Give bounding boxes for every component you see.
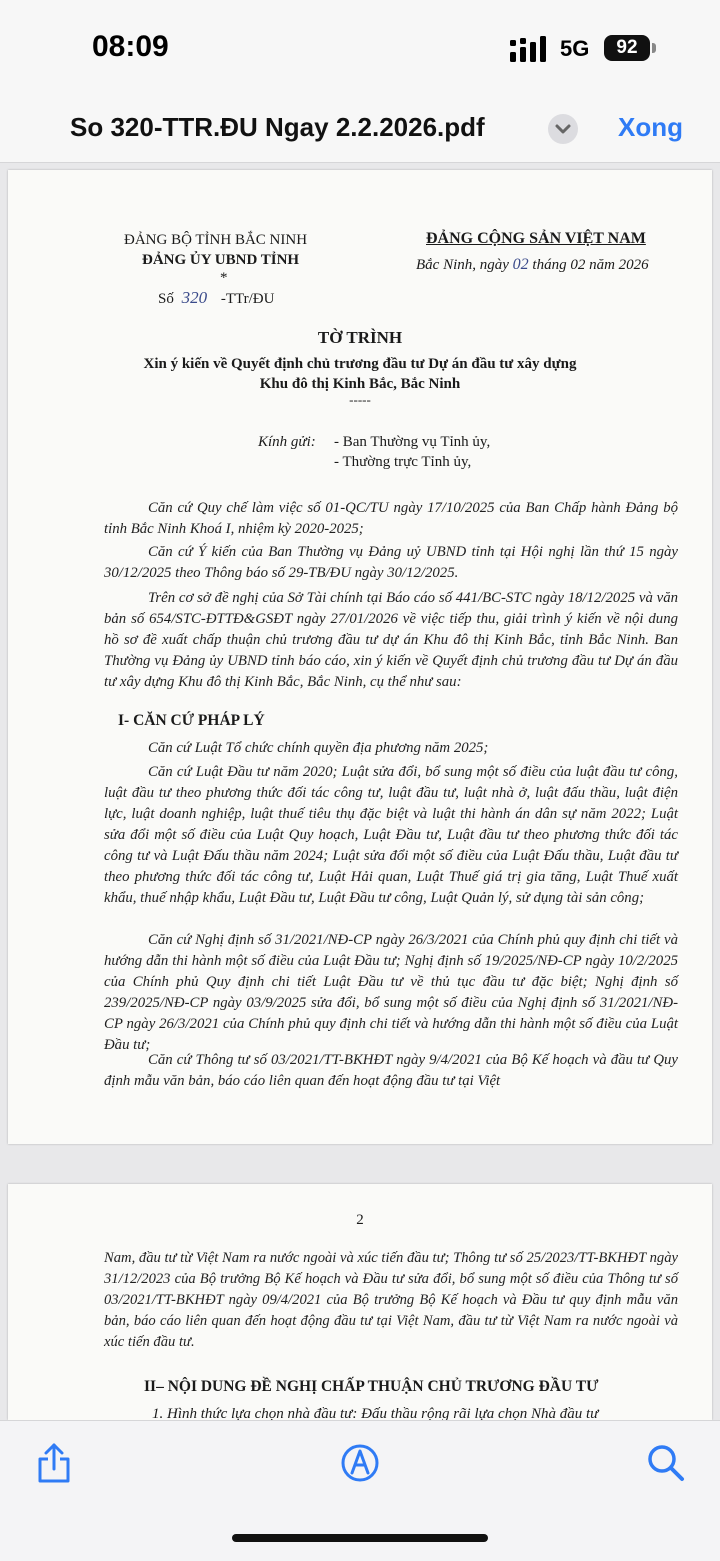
- subject-dashes: -----: [349, 392, 371, 407]
- pdf-page-2[interactable]: [8, 1184, 712, 1420]
- paragraph-2: Căn cứ Ý kiến của Ban Thường vụ Đảng uỷ UBND tỉnh tại Hội nghị lần thứ 15 ngày 30/12/2025 theo Thông báo số 29-TB/ĐU ngày 30/12/2025.: [104, 544, 678, 581]
- share-icon[interactable]: [34, 1441, 74, 1485]
- paragraph-6: Căn cứ Nghị định số 31/2021/NĐ-CP ngày 26/3/2021 của Chính phủ quy định chi tiết và hướng dẫn thi hành một số điều của Luật Đầu tư; Nghị định số 19/2025/NĐ-CP ngày 10/2/2025 của Chính phủ Quy định chi tiết Luật Đầu tư về thủ tục đầu tư đặc biệt; Nghị định số 239/2025/NĐ-CP ngày 03/9/2025 sửa đổi, bổ sung một số điều của Nghị định số 31/2021/NĐ-CP ngày 26/3/2021 của Chính phủ quy định chi tiết và hướng dẫn thi hành một số điều của Luật Đầu tư;: [104, 932, 678, 1053]
- status-bar: [0, 0, 720, 96]
- done-button[interactable]: Xong: [618, 112, 683, 142]
- battery-tip: [652, 43, 656, 53]
- paragraph-1: Căn cứ Quy chế làm việc số 01-QC/TU ngày 17/10/2025 của Ban Chấp hành Đảng bộ tỉnh Bắc Ninh Khoá I, nhiệm kỳ 2020-2025;: [104, 500, 678, 537]
- section-2-heading: II– NỘI DUNG ĐỀ NGHỊ CHẤP THUẬN CHỦ TRƯƠNG ĐẦU TƯ: [144, 1378, 599, 1395]
- doc-number-suffix: -TTr/ĐU: [220, 291, 275, 307]
- org-line-2: ĐẢNG ỦY UBND TỈNH: [142, 252, 300, 268]
- document-title[interactable]: So 320-TTR.ĐU Ngay 2.2.2026.pdf: [70, 112, 485, 142]
- search-icon[interactable]: [646, 1443, 686, 1483]
- chevron-down-icon: [548, 114, 578, 144]
- org-line-1: ĐẢNG BỘ TỈNH BẮC NINH: [124, 232, 308, 248]
- document-date: [416, 256, 649, 274]
- paragraph-3: Trên cơ sở đề nghị của Sở Tài chính tại Báo cáo số 441/BC-STC ngày 18/12/2025 và văn bản số 654/STC-ĐTTĐ&GSĐT ngày 27/01/2026 về việc tiếp thu, giải trình ý kiến về nội dung hồ sơ đề xuất chấp thuận chủ trương đầu tư dự án Khu đô thị Kinh Bắc, tỉnh Bắc Ninh. Ban Thường vụ Đảng ủy UBND tỉnh báo cáo, xin ý kiến về Quyết định chủ trương đầu tư Dự án đầu tư xây dựng Khu đô thị Kinh Bắc, Bắc Ninh, cụ thể như sau:: [104, 590, 678, 690]
- party-heading: ĐẢNG CỘNG SẢN VIỆT NAM: [426, 230, 646, 247]
- paragraph-5: Căn cứ Luật Đầu tư năm 2020; Luật sửa đổi, bổ sung một số điều của luật đầu tư công, luật đầu tư theo phương thức đối tác công tư, luật đầu tư, luật nhà ở, luật đấu thầu, luật điện lực, luật doanh nghiệp, luật thuế tiêu thụ đặc biệt và luật thi hành án dân sự năm 2022; Luật sửa đổi một số điều của Luật Quy hoạch, Luật Đầu tư, Luật đầu tư theo phương thức đối tác công tư và Luật Đấu thầu năm 2024; Luật sửa đổi một số điều của Luật Đấu thầu, Luật đầu tư theo phương thức đối tác công tư, Luật Hải quan, Luật Thuế giá trị gia tăng, Luật Thuế xuất khẩu, thuế nhập khẩu, Luật Đầu tư, Luật Đầu tư công, Luật Quản lý, sử dụng tài sản công;: [104, 764, 678, 906]
- page-number: 2: [356, 1212, 364, 1228]
- home-indicator[interactable]: [232, 1534, 488, 1542]
- cellular-signal-icon: [510, 36, 550, 62]
- recipient-label: Kính gửi:: [258, 434, 316, 450]
- date-prefix: Bắc Ninh, ngày: [416, 257, 509, 273]
- date-day-handwritten: 02: [512, 256, 529, 273]
- nav-bar: [0, 96, 720, 163]
- paragraph-4: Căn cứ Luật Tổ chức chính quyền địa phương năm 2025;: [148, 740, 489, 756]
- section-1-heading: I- CĂN CỨ PHÁP LÝ: [118, 712, 265, 729]
- doc-number-prefix: Số: [158, 291, 174, 307]
- subject-line-2: Khu đô thị Kinh Bắc, Bắc Ninh: [259, 376, 461, 392]
- doc-type: TỜ TRÌNH: [317, 328, 403, 347]
- recipient-1: - Ban Thường vụ Tỉnh ủy,: [334, 434, 491, 450]
- recipient-2: - Thường trực Tỉnh ủy,: [334, 454, 472, 470]
- title-menu-button[interactable]: [548, 114, 578, 144]
- page2-item-1: 1. Hình thức lựa chọn nhà đầu tư: Đấu thầu rộng rãi lựa chọn Nhà đầu tư: [152, 1406, 599, 1420]
- page2-paragraph-1: Nam, đầu tư từ Việt Nam ra nước ngoài và xúc tiến đầu tư; Thông tư số 25/2023/TT-BKHĐT ngày 31/12/2023 của Bộ trưởng Bộ Kế hoạch và Đầu tư sửa đổi, bổ sung một số điều của Thông tư số 03/2021/TT-BKHĐT ngày 09/4/2021 của Bộ trưởng Bộ Kế hoạch và Đầu tư quy định mẫu văn bản, báo cáo liên quan đến hoạt động đầu tư tại Việt Nam, đầu tư từ Việt Nam ra nước ngoài và xúc tiến đầu tư.: [104, 1250, 678, 1350]
- battery-icon: 92: [604, 35, 650, 61]
- status-time: 08:09: [92, 30, 169, 63]
- subject-line-1: Xin ý kiến về Quyết định chủ trương đầu tư Dự án đầu tư xây dựng: [143, 356, 577, 372]
- doc-number: [158, 288, 274, 308]
- markup-icon[interactable]: [340, 1443, 380, 1483]
- org-star: *: [220, 270, 228, 286]
- paragraph-7: Căn cứ Thông tư số 03/2021/TT-BKHĐT ngày 9/4/2021 của Bộ Kế hoạch và đầu tư Quy định mẫu văn bản, báo cáo liên quan đến hoạt động đầu tư tại Việt: [104, 1052, 678, 1089]
- network-type: 5G: [560, 36, 590, 61]
- doc-number-handwritten: 320: [181, 288, 208, 307]
- date-suffix: tháng 02 năm 2026: [532, 257, 649, 273]
- pdf-page-1[interactable]: [8, 170, 712, 1144]
